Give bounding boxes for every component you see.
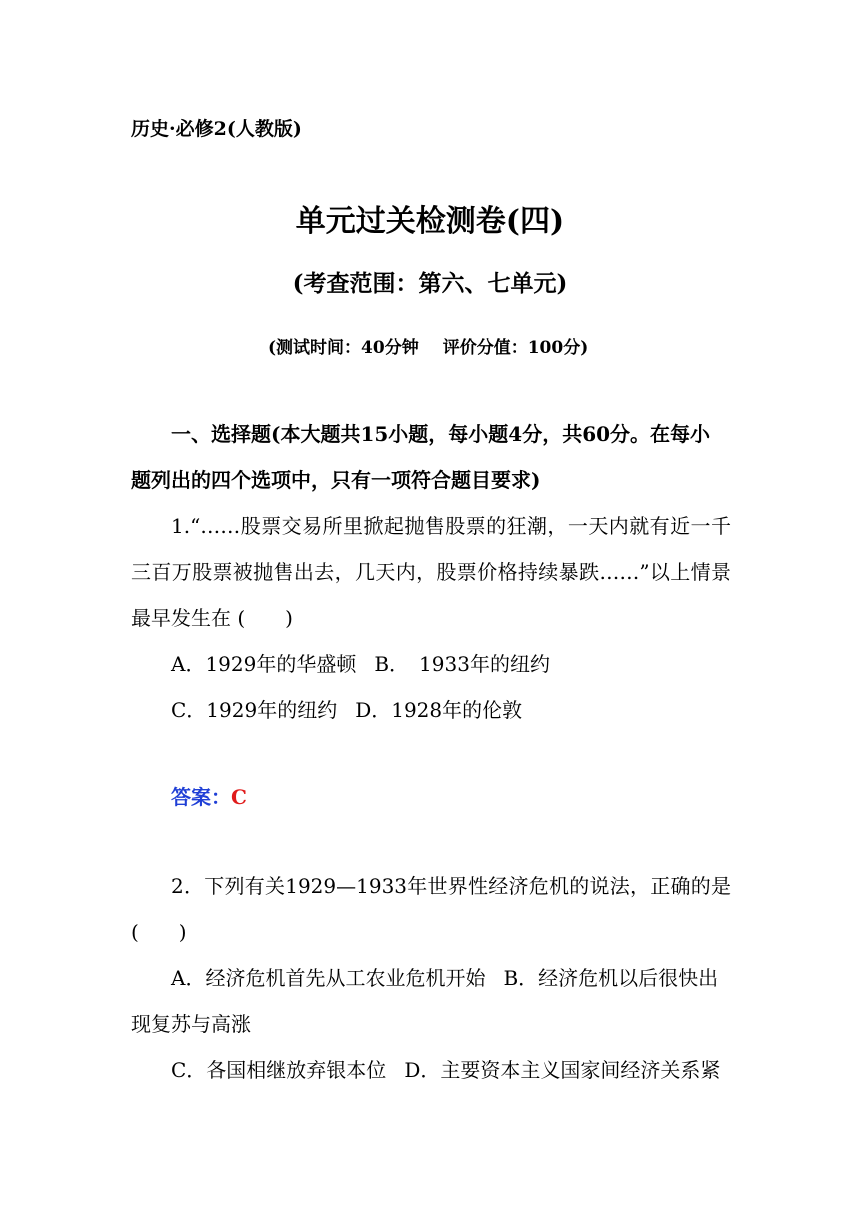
q2-option-b-line2: 现复苏与高涨	[131, 1012, 251, 1036]
section1-intro-line1	[131, 411, 731, 457]
q2-option-c: C．各国相继放弃银本位	[171, 1058, 387, 1082]
q2-option-a: A．经济危机首先从工农业危机开始	[171, 966, 486, 990]
page-title: 单元过关检测卷(四)	[295, 204, 565, 239]
q2-option-d: D．主要资本主义国家间经济关系紧	[404, 1058, 721, 1082]
course-header: 历史·必修2(人教版)	[131, 118, 302, 140]
q2-block	[131, 863, 731, 1093]
q1-option-d: D．1928年的伦敦	[355, 698, 523, 722]
q2-options-cd	[131, 1047, 731, 1093]
q1-option-c: C．1929年的纽约	[171, 698, 338, 722]
q1-option-a: A．1929年的华盛顿	[171, 652, 357, 676]
q2-option-b-line1: B．经济危机以后很快出	[503, 966, 719, 990]
exam-meta	[268, 333, 588, 358]
answer-label: 答案：	[171, 785, 231, 809]
answer-value: C	[231, 785, 247, 809]
q1-options-ab	[131, 641, 731, 687]
exam-score: 评价分值：100分)	[442, 338, 589, 358]
q1-line1: 1.“……股票交易所里掀起抛售股票的狂潮，一天内就有近一千	[171, 514, 731, 538]
q1-answer	[171, 781, 247, 810]
q1-options-cd	[131, 687, 731, 733]
section1-block	[131, 411, 731, 733]
q2-options-ab	[131, 955, 731, 1001]
q1-line2: 三百万股票被抛售出去，几天内，股票价格持续暴跌……”以上情景	[131, 560, 731, 584]
q2-line2: ( )	[131, 920, 187, 944]
exam-time: (测试时间：40分钟	[268, 338, 419, 358]
q2-line1: 2．下列有关1929—1933年世界性经济危机的说法，正确的是	[171, 874, 731, 898]
q1-line3: 最早发生在 ( )	[131, 606, 293, 630]
section1-desc-line2: 题列出的四个选项中，只有一项符合题目要求)	[131, 468, 541, 492]
section1-heading: 一、选择题	[171, 422, 271, 446]
q1-option-b: B． 1933年的纽约	[374, 652, 550, 676]
section1-desc-line1: (本大题共15小题，每小题4分，共60分。在每小	[271, 422, 711, 446]
exam-scope: (考查范围：第六、七单元)	[292, 270, 568, 297]
